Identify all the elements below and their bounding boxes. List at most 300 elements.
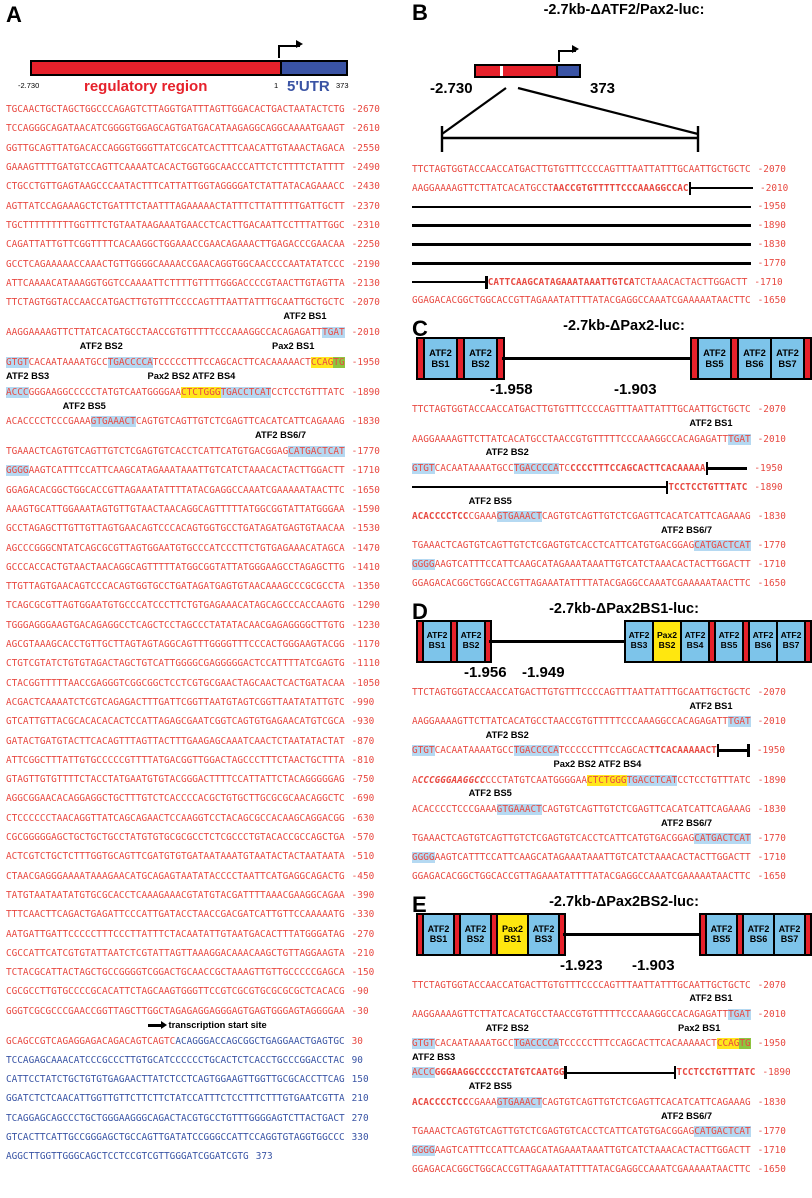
sequence-line [6, 177, 408, 196]
sequence-segment: GCCCACCACTGTAACTAACAGGCAGTTTTTATGGCGGTATTATGGGAAGCCTAGAGCTTG [6, 561, 345, 573]
sequence-line [6, 944, 408, 963]
sequence-segment: TGAAACTCAGTGTCAGTTGTCTCGAGTGTCACCTCATTCATGTGACGGAG [412, 833, 695, 845]
position-number: -1170 [351, 639, 380, 651]
binding-site-label: ATF2 BS2 [485, 729, 529, 740]
sequence-line [412, 254, 810, 273]
sequence-segment: TTCTAGTGGTACCAACCATGACTTGTGTTTCCCCAGTTTAATTATTTGCAATTGCTGCTC [6, 297, 345, 309]
binding-site-label-row [412, 760, 810, 771]
sequence-segment: CAGTGTCAGTTGTCTCGAGTTCACATCATTCAGAAAG [541, 1096, 751, 1108]
sequence-segment: TTCACAAAAACT [649, 745, 717, 757]
red-spacer-segment [804, 620, 812, 663]
sequence-segment: AATGATTGATTCCCCCTTTCCCTTATTTCTACAATATTGTAATGACACTTTATGGGATAG [6, 928, 345, 940]
sequence-segment: CCAG [716, 1038, 740, 1050]
binding-site-label-row [412, 731, 810, 742]
deletion-coordinate-labels [412, 664, 810, 683]
position-number: -90 [351, 986, 369, 998]
atf2-binding-site-box [456, 620, 486, 663]
sequence-segment: GGTTGCAGTTATGACACCAGGGTGGGTTATCGCATCACTTTCAACATTGTAAACTAGACA [6, 142, 345, 154]
position-number: -1770 [757, 257, 786, 269]
sequence-line [6, 1089, 408, 1108]
position-number: -210 [351, 947, 375, 959]
sequence-segment: GGGG [412, 559, 435, 571]
box-label-line2: BS7 [782, 640, 800, 651]
position-number: -2070 [351, 297, 380, 309]
construct-bar [416, 620, 810, 663]
sequence-segment: CACAATAAAATGCC [434, 462, 514, 474]
deletion-line [412, 281, 485, 284]
sequence-line [412, 848, 810, 867]
coord-left: -2.730 [18, 81, 40, 90]
transcription-start-arrow-icon [278, 45, 300, 58]
atf2-binding-site-box [422, 913, 455, 956]
regulatory-region-bar [30, 60, 282, 76]
sequence-line [412, 273, 810, 292]
panel-d-letter: D [412, 598, 428, 624]
atf2-binding-site-box [423, 337, 458, 380]
binding-site-label: ATF2 BS1 [689, 700, 733, 711]
sequence-line [6, 1109, 408, 1128]
construct-coord-right: 373 [590, 80, 616, 97]
position-number: 330 [351, 1131, 369, 1143]
binding-site-label: ATF2 BS6/7 [661, 1110, 713, 1121]
position-number: -2370 [351, 200, 380, 212]
panel-b-construct-diagram [412, 20, 810, 160]
sequence-segment: AAGTCATTTCCATTCAAGCATAGAAATAAATTGTCATCTAAACACTACTTGGACTT [434, 851, 751, 863]
sequence-segment: GATACTGATGTACTTCACAGTTTAGTTACTTTGAAGAGCAAATCAACTCTAATATACTAT [6, 735, 345, 747]
sequence-segment: GCCTCAGAAAAACCAAACTGTTGGGGCAAAACCGAACAGGTGGCAACCCCAATATATCCC [6, 258, 345, 270]
deletion-line [412, 224, 751, 227]
sequence-segment: CGCGGGGGAGCTGCTGCTGCCTATGTGTGCGCGCCTCTCGCCCTGTACACCGCCAGCTGA [6, 832, 345, 844]
sequence-segment: CGCCATTCATCGTGTATTAATCTCGTATTAGTTAAAGGACAAACAAGCTGTTAGGAAGTA [6, 947, 345, 959]
position-number: -870 [351, 735, 375, 747]
sequence-segment: AACCGTGTTTTTCCCAAAGGCCAC [553, 182, 689, 194]
sequence-segment: AAGGAAAAGTTCTTATCACATGCCTAACCGTGTTTTTCCCAAAGGCCACAGAGATT [412, 1008, 729, 1020]
sequence-segment: CACAATAAAATGCC [28, 356, 108, 368]
binding-site-label: ATF2 BS2 [485, 1022, 529, 1033]
sequence-segment: GGAGACACGGCTGGCACCGTTAGAAATATTTTATACGAGGCCAAATCGAAAAATAACTTC [412, 870, 751, 882]
position-number: 270 [351, 1112, 369, 1124]
position-number: 210 [351, 1093, 369, 1105]
sequence-segment: TGACCCCA [513, 462, 559, 474]
position-number: -1830 [351, 416, 380, 428]
construct-bar-blue [556, 64, 581, 78]
sequence-line [412, 741, 810, 760]
position-number: -2010 [757, 1008, 786, 1020]
sequence-segment: TGAT [728, 433, 751, 445]
sequence-segment: TGACCCCA [107, 356, 153, 368]
sequence-line [412, 555, 810, 574]
pax2-binding-site-box [652, 620, 682, 663]
position-number: -1770 [757, 540, 786, 552]
sequence-segment: A [412, 774, 418, 786]
box-label-line1: ATF2 [469, 347, 492, 359]
box-label-line2: BS1 [429, 934, 448, 945]
position-number: -810 [351, 754, 375, 766]
binding-site-label-row [412, 702, 810, 713]
sequence-line [6, 1031, 408, 1050]
deletion-line [412, 262, 751, 265]
box-label-line2: BS2 [658, 640, 676, 651]
sequence-segment: CAGTGTCAGTTGTCTCGAGTTCACATCATTCAGAAAG [135, 416, 345, 428]
position-number: -1950 [351, 356, 380, 368]
binding-site-label-row [412, 789, 810, 800]
deletion-line [412, 243, 751, 246]
construct-left-group [416, 913, 564, 956]
sequence-segment: GGAGACACGGCTGGCACCGTTAGAAATATTTTATACGAGGCCAAATCGAAAAATAACTTC [412, 295, 751, 307]
sequence-segment: AAAGTGCATTGGAAATAGTGTTGTAACTAACAGGCAGTTTTTATGGCGGTATTATGGGAA [6, 503, 345, 515]
position-number: -1650 [757, 577, 786, 589]
sequence-segment: TCAGGAGCAGCCCTGCTGGGAAGGGCAGACTACGTGCCTGTTTGGGGAGTCTTACTGACT [6, 1112, 345, 1124]
binding-site-label: Pax2 BS2 ATF2 BS4 [147, 370, 236, 381]
sequence-segment: GGGG [412, 1144, 435, 1156]
position-number: -1350 [351, 581, 380, 593]
sequence-segment: GTGAAACT [90, 416, 136, 428]
sequence-line [6, 119, 408, 138]
position-number: -930 [351, 716, 375, 728]
sequence-segment: TCCTCCTGTTTATC [676, 1067, 756, 1079]
sequence-line [412, 1160, 810, 1179]
sequence-segment: CGCGCCTTGTGCCCCGCACATTCTAGCAAGTGGGTTCCGTCGCGTGCGCGCGCTCACACG [6, 986, 345, 998]
sequence-segment: GGAGACACGGCTGGCACCGTTAGAAATATTTTATACGAGGCCAAATCGAAAAATAACTTC [6, 484, 345, 496]
sequence-line [6, 577, 408, 596]
sequence-line [6, 770, 408, 789]
atf2-binding-site-box [714, 620, 744, 663]
position-number: 30 [351, 1035, 363, 1047]
sequence-line [6, 353, 408, 372]
sequence-segment: AAGTCATTTCCATTCAAGCATAGAAATAAATTGTCATCTAAACACTACTTGGACTT [434, 559, 751, 571]
sequence-segment: TCTACGCATTACTAGCTGCCGGGGTCGGACTGCAACCGCTAAAGTTGTTGCCCCCGAGCA [6, 967, 345, 979]
sequence-segment: GGATCTCTCAACATTGGTTGTTCTTCTTCTATCCATTTCTCCTTTCTTTGTGAATCGTTA [6, 1093, 345, 1105]
sequence-line [6, 1147, 408, 1166]
deletion-coordinate: -1.923 [560, 956, 603, 974]
sequence-segment: GTGT [6, 356, 29, 368]
sequence-line [6, 558, 408, 577]
box-label-line1: ATF2 [718, 630, 740, 641]
sequence-line [6, 982, 408, 1001]
tss-arrow-icon [148, 1024, 161, 1027]
binding-site-label-row [412, 1024, 810, 1035]
sequence-segment: GTGT [412, 1038, 435, 1050]
sequence-segment: CTACGGTTTTTAACCGAGGGTCGGCGGCTCCTCGTGCGAACTAGCAACTCACTGATACAA [6, 677, 345, 689]
binding-site-label-row [6, 431, 408, 442]
sequence-line [412, 536, 810, 555]
sequence-segment: CAGATTATTGTTCGGTTTTCACAAGGCTGGAAACCGAACAGAAACTTGAGACCCGAACAA [6, 239, 345, 251]
sequence-segment: TGGGAGGGAAGTGACAGAGGCCTCAGCTCCTAGCCCTATATACAACGAGAGGGGCTTGTG [6, 619, 345, 631]
box-label-line2: BS3 [630, 640, 648, 651]
sequence-segment: ACACCCCTCCCGAAA [6, 416, 91, 428]
position-number: -2010 [757, 433, 786, 445]
construct-coord-left: -2.730 [430, 80, 473, 97]
position-number: -1770 [757, 1126, 786, 1137]
panel-d [412, 598, 810, 886]
sequence-line [6, 519, 408, 538]
box-label-line2: BS5 [720, 640, 738, 651]
binding-site-label-row [6, 312, 408, 323]
box-label-line1: ATF2 [780, 630, 802, 641]
position-number: -1650 [351, 484, 380, 496]
position-number: -2310 [351, 219, 380, 231]
panel-b-letter: B [412, 0, 428, 25]
panel-d-title: -2.7kb-ΔPax2BS1-luc: [549, 600, 699, 617]
sequence-line [6, 924, 408, 943]
box-label-line1: ATF2 [776, 347, 799, 359]
sequence-segment: CGAAA [468, 510, 497, 522]
binding-site-label-row [412, 419, 810, 430]
position-number: -570 [351, 832, 375, 844]
binding-site-label: ATF2 BS2 [485, 447, 529, 458]
deletion-line [719, 749, 747, 752]
sequence-line [412, 1005, 810, 1024]
panel-c-letter: C [412, 316, 428, 342]
position-number: -1470 [351, 542, 380, 554]
sequence-segment: GGGG [412, 851, 435, 863]
sequence-line [412, 574, 810, 593]
box-label-line1: ATF2 [628, 630, 650, 641]
position-number: -2010 [351, 326, 380, 338]
position-number: -1890 [762, 1067, 791, 1079]
sequence-segment: CCTCCTGTTTATC [271, 386, 345, 398]
sequence-segment: TTCTAGTGGTACCAACCATGACTTGTGTTTCCCCAGTTTAATTATTTGCAATTGCTGCTC [412, 686, 751, 698]
position-number: -2430 [351, 181, 380, 193]
sequence-segment: GGGAAGGCCCCCTATGTCAATGG [434, 1067, 565, 1079]
position-number: -1290 [351, 600, 380, 612]
sequence-line [6, 500, 408, 519]
sequence-segment: GTGT [412, 462, 435, 474]
sequence-segment: ACACCCCTCC [412, 1096, 469, 1108]
sequence-line [412, 198, 810, 217]
sequence-segment: ACCC [412, 1067, 435, 1079]
sequence-segment: ACACCCCTCCCGAAA [412, 803, 497, 815]
sequence-segment: CTGCCTGTTGAGTAAGCCCAATACTTTCATTATTGGTAGGGGATCTATTATACAGAAACC [6, 181, 345, 193]
deletion-line [412, 206, 751, 209]
deletion-coordinate: -1.903 [614, 381, 657, 399]
sequence-segment: CCAG [310, 356, 334, 368]
box-label-line2: BS2 [466, 934, 485, 945]
position-number: -1590 [351, 503, 380, 515]
pax2-binding-site-box [496, 913, 529, 956]
sequence-segment: CTGTCGTATCTGTGTAGACTAGCTGTCATTGGGGCGAGGGGGACTCCATTTTATCGAGTG [6, 658, 345, 670]
position-number: -1710 [757, 559, 786, 571]
position-number: -1890 [754, 481, 783, 493]
position-number: -2190 [351, 258, 380, 270]
panel-d-construct-diagram [412, 620, 810, 683]
red-spacer-segment [804, 913, 812, 956]
transcription-start-arrow-icon [558, 50, 576, 62]
sequence-segment: AGGCGGAACACAGGAGGCTGCTTTGTCTCACCCCACGCTGTGCTTGCGCGCAACAGGCTC [6, 793, 345, 805]
position-number: -1890 [351, 386, 380, 398]
position-number: -1890 [757, 774, 786, 786]
sequence-line [412, 400, 810, 419]
sequence-line [412, 507, 810, 526]
sequence-segment: GCCTAGAGCTTGTTGTTAGTGAACAGTCCCACAGTGGTGCCTGATAGATGAGTGTAACAA [6, 523, 345, 535]
sequence-line [412, 1122, 810, 1141]
position-number: -1950 [757, 1038, 786, 1050]
binding-site-label-row [412, 1053, 810, 1064]
deletion-line [567, 1072, 674, 1075]
sequence-segment: CAGTGTCAGTTGTCTCGAGTTCACATCATTCAGAAAG [541, 803, 751, 815]
deletion-coordinate: -1.956 [464, 663, 507, 681]
sequence-segment: AAGGAAAAGTTCTTATCACATGCCTAACCGTGTTTTTCCCAAAGGCCACAGAGATT [6, 326, 323, 338]
sequence-segment: TC [558, 462, 571, 474]
sequence-line [6, 693, 408, 712]
position-number: -150 [351, 967, 375, 979]
deletion-connector-line [563, 933, 700, 936]
panel-e [412, 891, 810, 1179]
construct-left-group [416, 620, 490, 663]
panel-e-sequence [412, 976, 810, 1179]
box-label-line1: ATF2 [464, 923, 487, 934]
red-spacer-segment [803, 337, 812, 380]
atf2-binding-site-box [680, 620, 710, 663]
sequence-segment: CCCGGGAAGGCC [417, 774, 486, 786]
utr-label: 5'UTR [287, 78, 330, 95]
box-label-line1: Pax2 [501, 923, 524, 934]
sequence-line [412, 771, 810, 790]
sequence-segment: AGCGTAAAGCACCTGTTGCTTAGTAGTAGGCAGTTTGGGGTTTCCCACTGGGAAGTACGG [6, 639, 345, 651]
position-number: 150 [351, 1074, 369, 1086]
position-number: -990 [351, 696, 375, 708]
sequence-line [412, 216, 810, 235]
deletion-connector-line [489, 640, 625, 643]
sequence-segment: CATGACTCAT [694, 833, 751, 845]
sequence-segment: TGAAACTCAGTGTCAGTTGTCTCGAGTGTCACCTCATTCATGTGACGGAG [6, 446, 289, 458]
binding-site-label: ATF2 BS3 [412, 1052, 456, 1063]
position-number: -1650 [757, 295, 786, 307]
sequence-segment: TCCCCCTTTCCAGCAC [558, 745, 650, 757]
atf2-binding-site-box [742, 913, 775, 956]
panel-c-construct-diagram [412, 337, 810, 400]
atf2-binding-site-box [705, 913, 738, 956]
sequence-segment: ACACCCCTCC [412, 510, 469, 522]
sequence-segment: TGACCTCAT [220, 386, 272, 398]
sequence-segment: CATGACTCAT [694, 540, 751, 552]
sequence-line [412, 430, 810, 449]
sequence-line [6, 158, 408, 177]
sequence-segment: TGCTTTTTTTTTGGTTTCTGTAATAAGAAATGAACCTCACTTGACAATTCCTTTATTGGC [6, 219, 345, 231]
binding-site-label: ATF2 BS1 [689, 418, 733, 429]
sequence-segment: GTAGTTGTGTTTTCTACCTATGAATGTGTACGGGACTTTTCCATTATTCTACAGGGGGAG [6, 774, 345, 786]
binding-site-label-row [412, 819, 810, 830]
sequence-line [6, 963, 408, 982]
atf2-binding-site-box [422, 620, 452, 663]
panel-a-gene-diagram [6, 28, 408, 100]
atf2-binding-site-box [527, 913, 560, 956]
sequence-segment: ACGACTCAAAATCTCGTCAGAGACTTTGATTCGGTTAATGTAGTCGGTTAATATATTGTC [6, 696, 345, 708]
deletion-connector-line [502, 357, 691, 360]
sequence-line [412, 1093, 810, 1112]
position-number: -2250 [351, 239, 380, 251]
sequence-segment: AGTTATCCAGAAAGCTCTGATTTCTAATTTAGAAAAACTATTTCTTATTTTTGATTGCTT [6, 200, 345, 212]
panel-b-title: -2.7kb-ΔATF2/Pax2-luc: [543, 2, 705, 18]
sequence-segment: AAGGAAAAGTTCTTATCACATGCCTAACCGTGTTTTTCCCAAAGGCCACAGAGATT [412, 433, 729, 445]
sequence-segment: TGAAACTCAGTGTCAGTTGTCTCGAGTGTCACCTCATTCATGTGACGGAG [412, 540, 695, 552]
position-number: -2070 [757, 686, 786, 698]
binding-site-label: ATF2 BS5 [468, 495, 512, 506]
position-number: -1530 [351, 523, 380, 535]
panel-b-sequence [412, 160, 810, 310]
binding-site-label: ATF2 BS2 [79, 341, 123, 352]
sequence-line [412, 712, 810, 731]
binding-site-label-row [6, 1021, 408, 1032]
regulatory-region-label: regulatory region [84, 78, 208, 95]
sequence-segment: GTGAAACT [496, 1096, 542, 1108]
panel-a [6, 2, 408, 1166]
sequence-line [6, 905, 408, 924]
coord-right: 373 [336, 81, 349, 90]
position-number: -2550 [351, 142, 380, 154]
sequence-segment: CATTCAAGCATAGAAATAAATTGTCA [487, 276, 635, 288]
sequence-line [6, 616, 408, 635]
binding-site-label: Pax2 BS2 ATF2 BS4 [553, 759, 642, 770]
box-label-line2: BS5 [712, 934, 731, 945]
sequence-segment: GGAGACACGGCTGGCACCGTTAGAAATATTTTATACGAGGCCAAATCGAAAAATAACTTC [412, 577, 751, 589]
sequence-line [412, 179, 810, 198]
sequence-line [6, 712, 408, 731]
position-number: -1890 [757, 220, 786, 232]
sequence-segment: TCTAAACACTACTTGGACTT [634, 276, 748, 288]
sequence-line [6, 481, 408, 500]
deletion-coordinate: -1.903 [632, 956, 675, 974]
position-number: -2010 [757, 715, 786, 727]
sequence-segment: TGACCTCAT [626, 774, 678, 786]
sequence-segment: AGCCCGGGCNTATCAGCGCGTTAGTGGAATGTGCCCATCCCTTCTGTGAGAAACATAGCA [6, 542, 345, 554]
panel-d-sequence [412, 683, 810, 886]
box-label-line2: BS1 [431, 357, 450, 369]
position-number: -390 [351, 889, 375, 901]
sequence-line [6, 751, 408, 770]
position-number: -1410 [351, 561, 380, 573]
sequence-line [6, 809, 408, 828]
sequence-segment: TATGTAATAATATGTGCGCACCTCAAAGAAACGTATGTACGATTTTAAACGAAGGCAGAA [6, 889, 345, 901]
sequence-segment: TGACCCCA [513, 745, 559, 757]
sequence-line [6, 442, 408, 461]
box-label-line1: ATF2 [710, 923, 733, 934]
atf2-binding-site-box [737, 337, 772, 380]
position-number: -1050 [351, 677, 380, 689]
sequence-line [6, 1128, 408, 1147]
position-number: -1950 [757, 201, 786, 213]
sequence-segment: ACCC [6, 386, 29, 398]
position-number: -2070 [757, 404, 786, 416]
binding-site-label: ATF2 BS5 [468, 1081, 512, 1092]
binding-site-label-row [6, 402, 408, 413]
sequence-line [412, 683, 810, 702]
position-number: -1710 [754, 276, 783, 288]
position-number: -270 [351, 928, 375, 940]
construct-right-group [624, 620, 810, 663]
sequence-segment: GGAGACACGGCTGGCACCGTTAGAAATATTTTATACGAGGCCAAATCGAAAAATAACTTC [412, 1163, 751, 1175]
sequence-line [6, 674, 408, 693]
binding-site-label: ATF2 BS6/7 [255, 430, 307, 441]
deletion-line [708, 467, 748, 470]
box-label-line1: ATF2 [429, 347, 452, 359]
binding-site-label: Pax2 BS1 [272, 341, 315, 352]
construct-right-group [690, 337, 810, 380]
sequence-segment: TG [333, 356, 345, 368]
position-number: -1650 [757, 870, 786, 882]
sequence-line [6, 886, 408, 905]
box-label-line1: ATF2 [427, 923, 450, 934]
box-label-line2: BS2 [471, 357, 490, 369]
sequence-segment: TGAT [322, 326, 345, 338]
atf2-binding-site-box [748, 620, 778, 663]
sequence-segment: GTCACTTCATTGCCGGGAGCTGCCAGTTGATATCCGGGCCATTCCAGGTGTAGGTGGCCC [6, 1131, 345, 1143]
box-label-line2: BS1 [428, 640, 446, 651]
sequence-segment: TCCAGGGCAGATAACATCGGGGTGGAGCAGTGATGACATAAGAGGCAGGCAAAATGAAGT [6, 123, 345, 135]
box-label-line1: ATF2 [684, 630, 706, 641]
position-number: -750 [351, 774, 375, 786]
panel-e-title: -2.7kb-ΔPax2BS2-luc: [549, 893, 699, 910]
